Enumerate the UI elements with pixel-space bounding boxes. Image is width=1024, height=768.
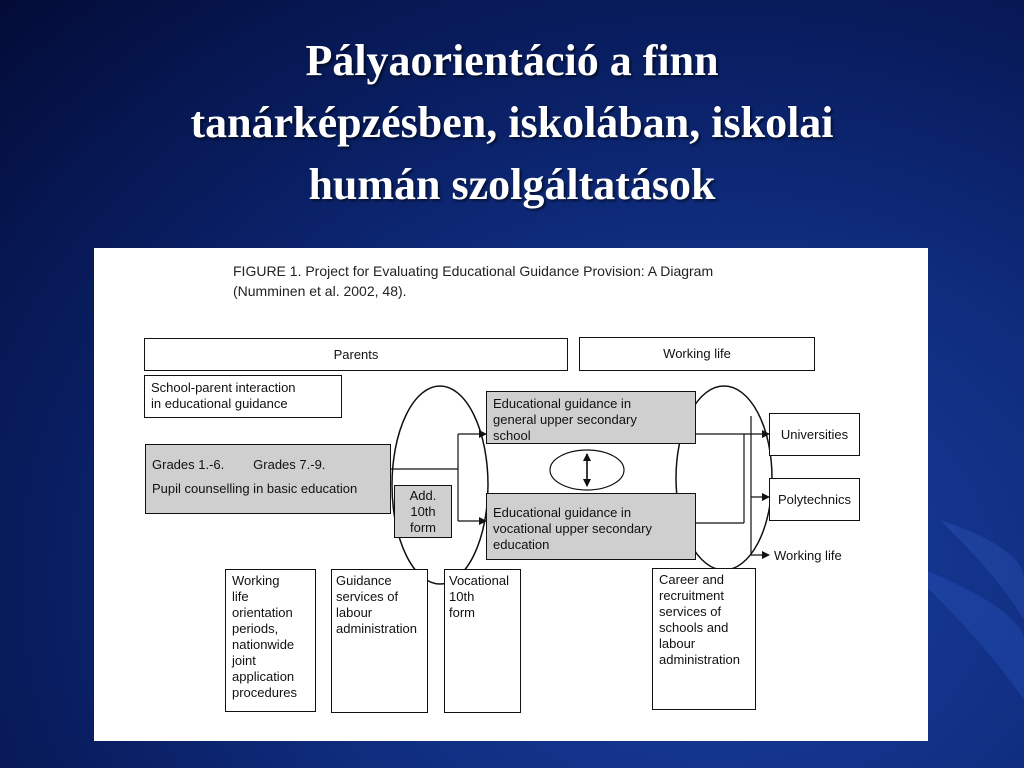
parents-label: Parents — [333, 346, 379, 362]
cs-line-2: recruitment — [659, 588, 725, 603]
figure-caption-line-1: FIGURE 1. Project for Evaluating Educational Guidance Provision: A Diagram — [233, 263, 714, 279]
working-life-right-label: Working life — [774, 548, 842, 563]
edu-general-line-2: general upper secondary — [493, 412, 637, 427]
cs-line-3: services of — [659, 604, 722, 619]
cs-line-6: administration — [659, 652, 740, 667]
career-services-box — [652, 568, 756, 710]
wlo-line-2: life — [232, 589, 249, 604]
gs-line-2: services of — [336, 589, 399, 604]
vocational-10th-box — [444, 569, 521, 713]
add-10th-line-1: Add. — [409, 487, 437, 503]
v10-line-3: form — [449, 605, 475, 620]
gs-line-1: Guidance — [336, 573, 392, 588]
wlo-line-8: procedures — [232, 685, 298, 700]
school-parent-box — [144, 375, 342, 418]
wlo-line-7: application — [232, 669, 295, 684]
cs-line-1: Career and — [659, 572, 725, 587]
polytechnics-box — [769, 478, 860, 521]
working-life-top-label: Working life — [663, 346, 731, 361]
add-10th-form-box — [394, 485, 452, 538]
parents-box — [144, 338, 568, 371]
working-life-top-box — [579, 337, 815, 371]
universities-label: Universities — [780, 426, 849, 442]
gs-line-3: labour — [336, 605, 373, 620]
add-10th-line-3: form — [410, 519, 436, 535]
wlo-line-4: periods, — [232, 621, 279, 636]
v10-line-2: 10th — [449, 589, 475, 604]
school-parent-line-1: School-parent interaction — [151, 380, 296, 395]
universities-box — [769, 413, 860, 456]
figure-caption-line-2: (Numminen et al. 2002, 48). — [233, 283, 407, 299]
gs-line-4: administration — [336, 621, 417, 636]
school-parent-line-2: in educational guidance — [151, 396, 288, 411]
edu-vocational-line-2: vocational upper secondary — [493, 521, 652, 536]
figure-panel — [94, 248, 928, 741]
edu-vocational-line-3: education — [493, 537, 550, 552]
slide-title-line-1: Pályaorientáció a finn — [305, 36, 719, 85]
basic-education-box — [145, 444, 391, 514]
pupil-counselling-label: Pupil counselling in basic education — [152, 481, 358, 496]
grades-label: Grades 1.-6. Grades 7.-9. — [152, 457, 326, 472]
slide-title-line-3: humán szolgáltatások — [308, 160, 716, 209]
edu-vocational-box — [486, 493, 696, 560]
v10-line-1: Vocational — [449, 573, 509, 588]
edu-general-box — [486, 391, 696, 444]
add-10th-line-2: 10th — [410, 503, 436, 519]
wlo-line-3: orientation — [232, 605, 293, 620]
edu-general-line-3: school — [493, 428, 531, 443]
wlo-line-6: joint — [232, 653, 256, 668]
polytechnics-label: Polytechnics — [778, 491, 851, 507]
cs-line-4: schools and — [659, 620, 729, 635]
edu-vocational-line-1: Educational guidance in — [493, 505, 632, 520]
slide-title-line-2: tanárképzésben, iskolában, iskolai — [190, 98, 834, 147]
slide-title — [40, 30, 984, 216]
guidance-services-box — [331, 569, 428, 713]
wlo-line-5: nationwide — [232, 637, 295, 652]
edu-general-line-1: Educational guidance in — [493, 396, 632, 411]
wlo-line-1: Working — [232, 573, 280, 588]
cs-line-5: labour — [659, 636, 696, 651]
working-life-orientation-box — [225, 569, 316, 712]
